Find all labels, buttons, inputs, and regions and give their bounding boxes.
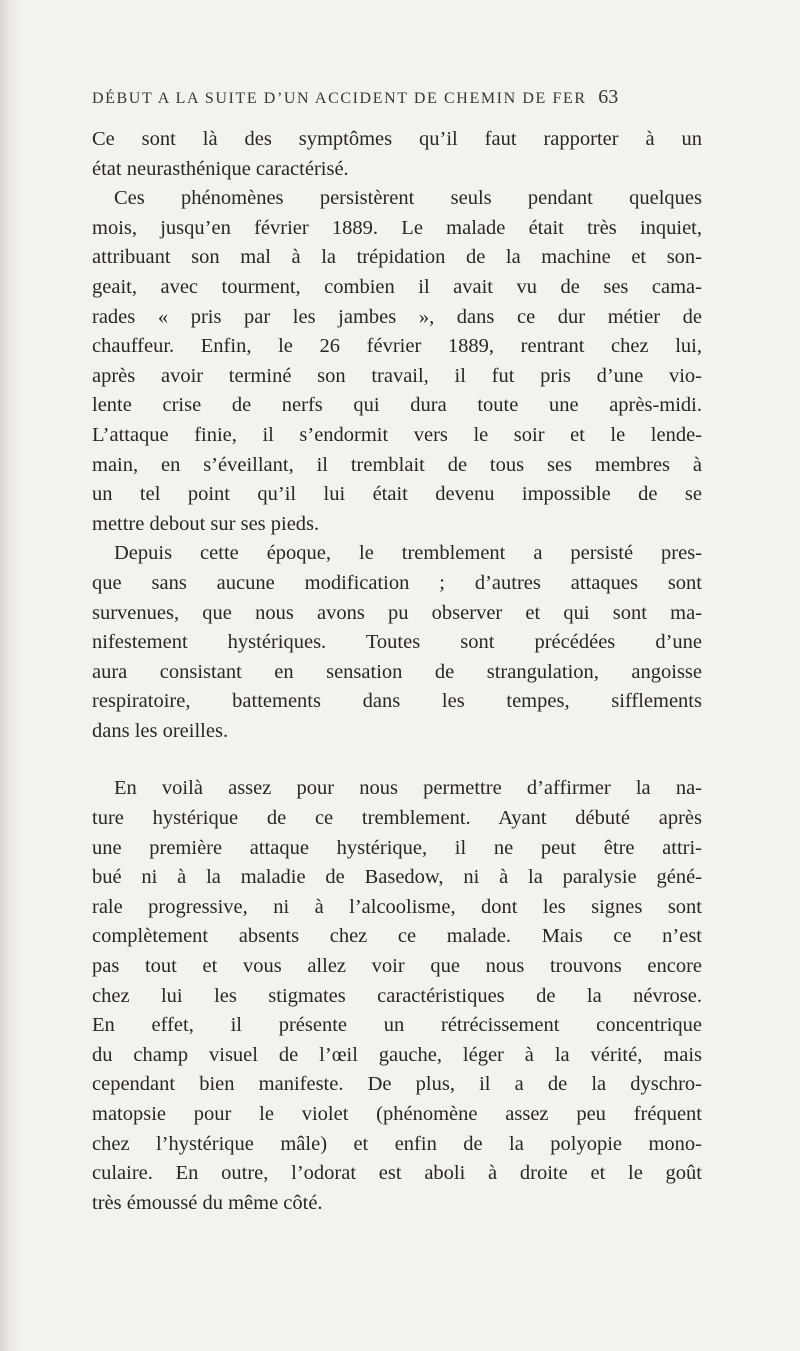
- text-line: mois, jusqu’en février 1889. Le malade était très inquiet,: [92, 216, 702, 239]
- text-line: que sans aucune modification ; d’autres attaques sont: [92, 571, 702, 594]
- text-line: En voilà assez pour nous permettre d’affirmer la na-: [114, 777, 702, 800]
- text-line: respiratoire, battements dans les tempes, sifflements: [92, 690, 702, 713]
- running-head: [92, 86, 704, 109]
- text-line: complètement absents chez ce malade. Mais ce n’est: [92, 925, 702, 948]
- text-line: culaire. En outre, l’odorat est aboli à droite et le goût: [92, 1162, 702, 1185]
- text-line: attribuant son mal à la trépidation de la machine et son-: [92, 246, 702, 269]
- paragraph: [92, 125, 702, 184]
- text-line: Ce sont là des symptômes qu’il faut rapporter à un: [92, 128, 702, 150]
- text-line: bué ni à la maladie de Basedow, ni à la paralysie géné-: [92, 866, 702, 889]
- text-line: main, en s’éveillant, il tremblait de tous ses membres à: [92, 453, 702, 476]
- page-gutter-shadow: [0, 0, 22, 1351]
- text-line: L’attaque finie, il s’endormit vers le soir et le lende-: [92, 423, 702, 446]
- text-line: après avoir terminé son travail, il fut pris d’une vio-: [92, 364, 702, 387]
- running-head-title: DÉBUT A LA SUITE D’UN ACCIDENT DE CHEMIN DE FER: [92, 90, 587, 107]
- text-line: nifestement hystériques. Toutes sont précédées d’une: [92, 631, 702, 654]
- body-text: [92, 125, 702, 1218]
- text-line: chez lui les stigmates caractéristiques de la névrose.: [92, 984, 702, 1007]
- text-line: une première attaque hystérique, il ne peut être attri-: [92, 836, 702, 859]
- text-line: cependant bien manifeste. De plus, il a de la dyschro-: [92, 1073, 702, 1096]
- text-line: survenues, que nous avons pu observer et qui sont ma-: [92, 601, 702, 624]
- text-line: Ces phénomènes persistèrent seuls pendant quelques: [114, 187, 702, 210]
- text-line: En effet, il présente un rétrécissement concentrique: [92, 1014, 702, 1037]
- text-line: état neurasthénique caractérisé.: [92, 157, 349, 180]
- text-line: mettre debout sur ses pieds.: [92, 512, 320, 535]
- paragraph: [92, 184, 702, 539]
- text-line: geait, avec tourment, combien il avait vu de ses cama-: [92, 275, 702, 298]
- text-line: rale progressive, ni à l’alcoolisme, dont les signes sont: [92, 895, 702, 918]
- paragraph: [92, 774, 702, 1218]
- text-line: pas tout et vous allez voir que nous trouvons encore: [92, 955, 702, 978]
- text-line: lente crise de nerfs qui dura toute une après-midi.: [92, 394, 702, 417]
- page-number: 63: [598, 86, 619, 108]
- text-line: du champ visuel de l’œil gauche, léger à la vérité, mais: [92, 1043, 702, 1066]
- text-line: aura consistant en sensation de strangulation, angoisse: [92, 660, 702, 683]
- text-line: un tel point qu’il lui était devenu impossible de se: [92, 483, 702, 506]
- text-line: matopsie pour le violet (phénomène assez peu fréquent: [92, 1103, 702, 1125]
- text-line: ture hystérique de ce tremblement. Ayant débuté après: [92, 807, 702, 830]
- text-line: chauffeur. Enfin, le 26 février 1889, rentrant chez lui,: [92, 335, 702, 358]
- text-line: très émoussé du même côté.: [92, 1191, 323, 1214]
- text-line: Depuis cette époque, le tremblement a persisté pres-: [114, 542, 702, 565]
- text-line: chez l’hystérique mâle) et enfin de la polyopie mono-: [92, 1132, 702, 1155]
- paragraph-gap: [92, 746, 702, 774]
- paragraph: [92, 539, 702, 746]
- text-line: dans les oreilles.: [92, 719, 229, 742]
- text-line: rades « pris par les jambes », dans ce dur métier de: [92, 305, 702, 328]
